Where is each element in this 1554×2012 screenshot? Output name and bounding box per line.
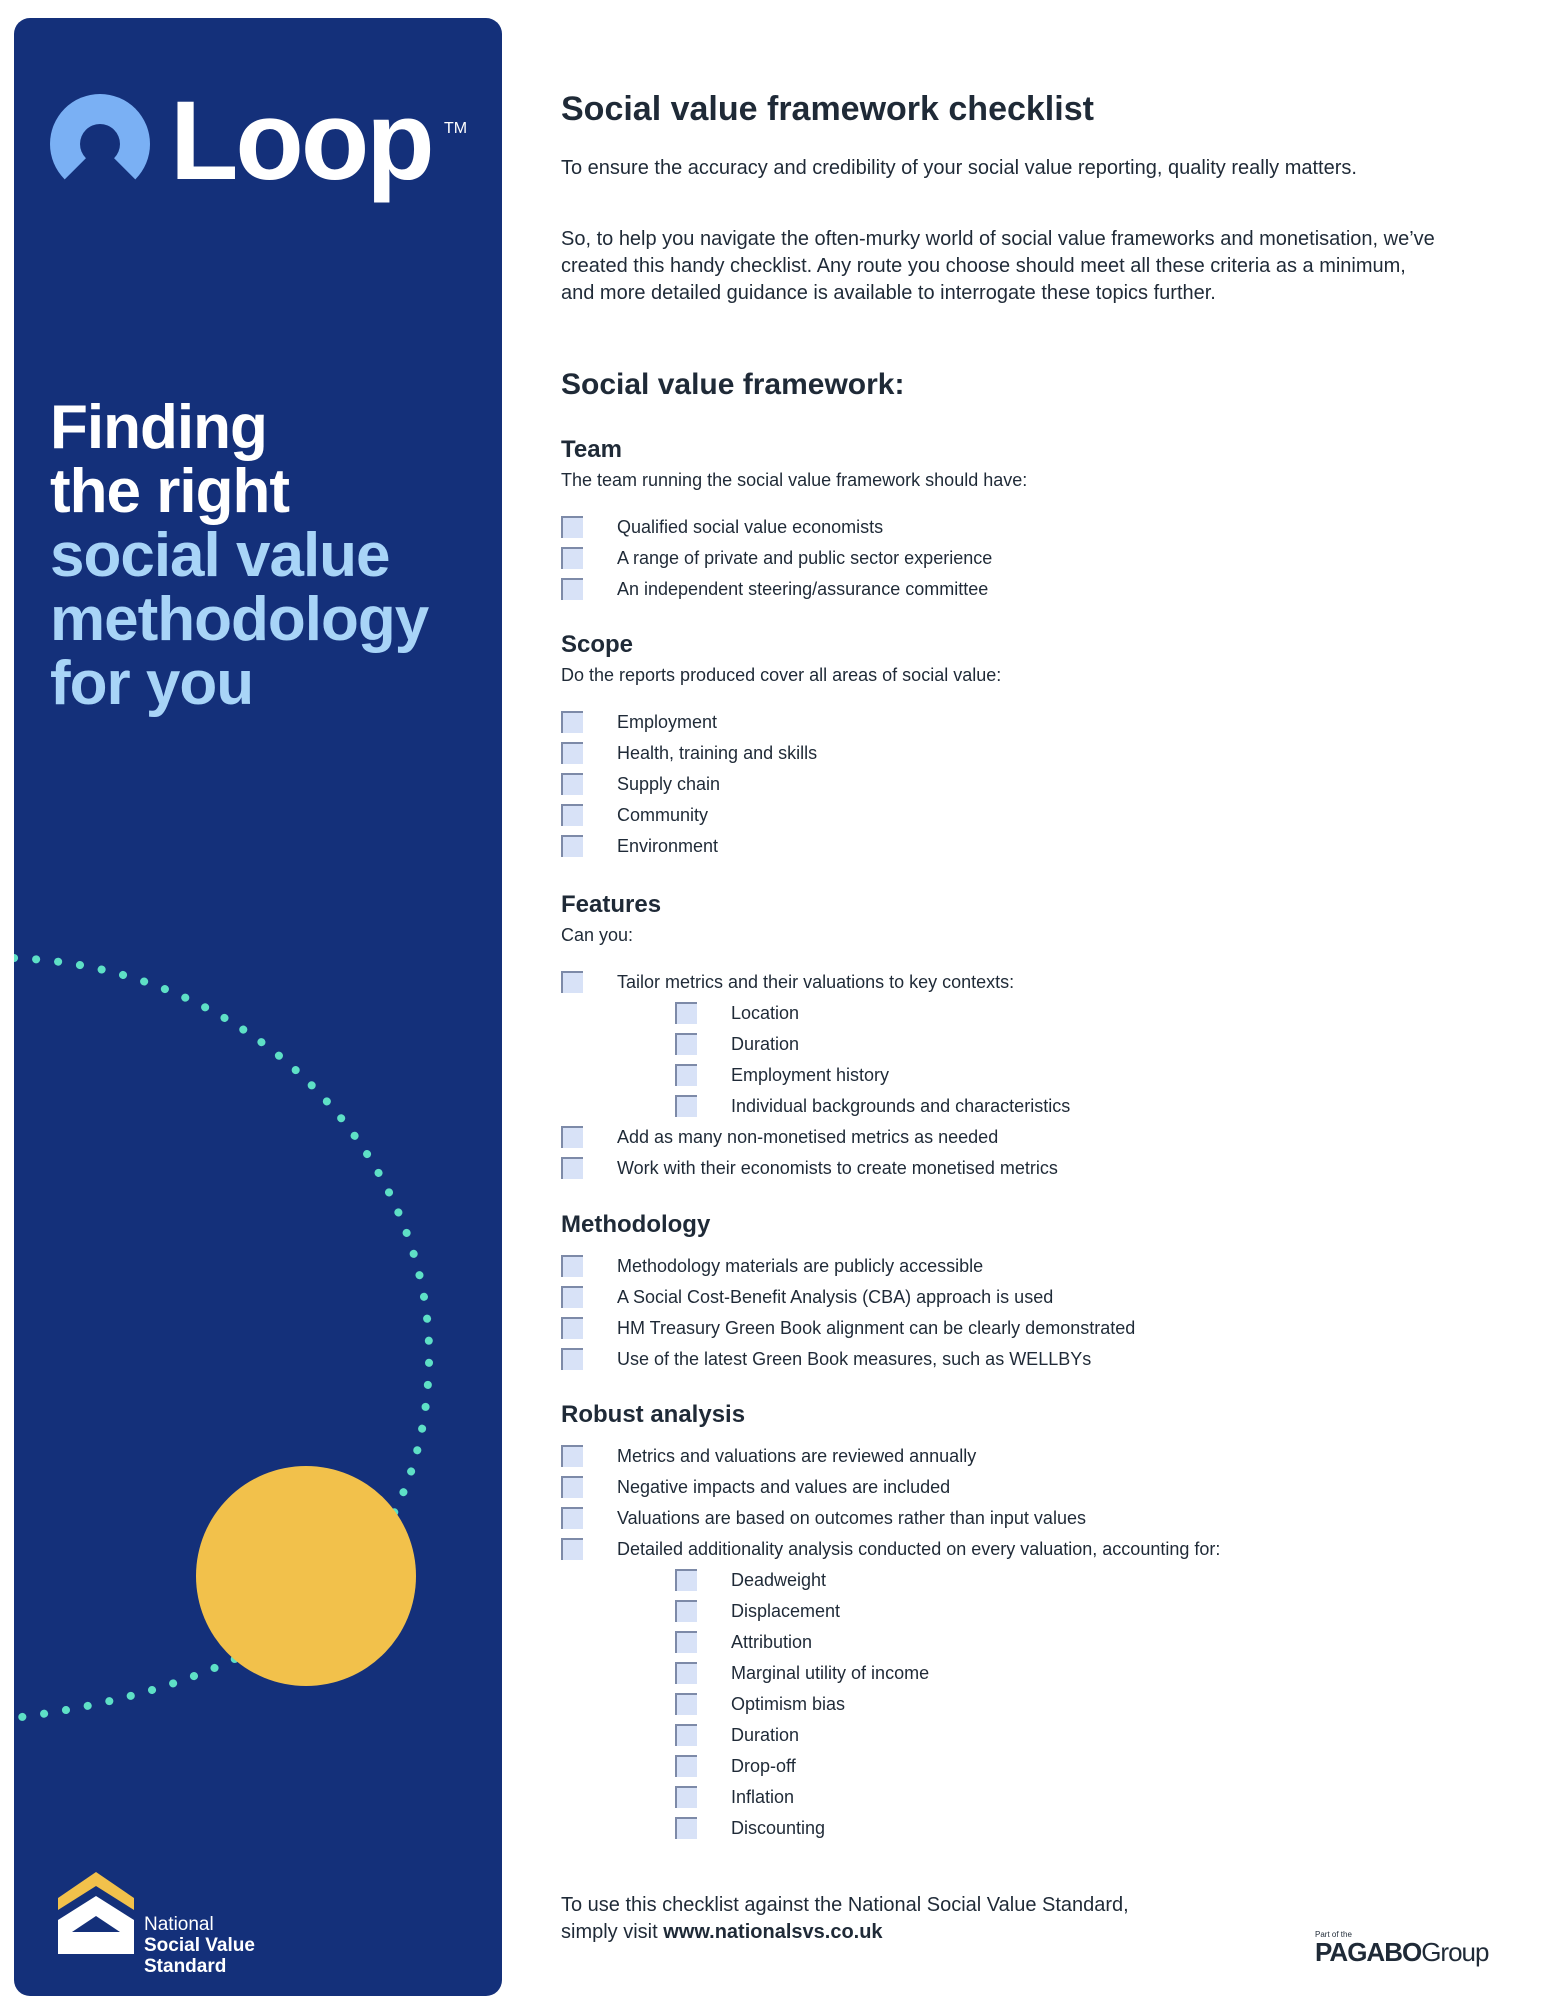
checklist-item[interactable]: Qualified social value economists — [561, 515, 883, 539]
checkbox[interactable] — [561, 711, 583, 733]
checklist-item[interactable]: Metrics and valuations are reviewed annually — [561, 1444, 976, 1468]
checklist-item[interactable]: Work with their economists to create monetised metrics — [561, 1156, 1058, 1180]
checklist-subitem[interactable]: Marginal utility of income — [675, 1661, 929, 1685]
checkbox[interactable] — [561, 1286, 583, 1308]
intro-paragraph: To ensure the accuracy and credibility of your social value reporting, quality really matters. — [561, 157, 1357, 179]
checklist-subitem[interactable]: Discounting — [675, 1816, 825, 1840]
team-subtext: The team running the social value framework should have: — [561, 470, 1028, 490]
checklist-subitem[interactable]: Displacement — [675, 1599, 840, 1623]
headline-line: social value — [50, 521, 390, 590]
checkbox[interactable] — [675, 1095, 697, 1117]
checkbox[interactable] — [561, 547, 583, 569]
loop-logo-text: Loop — [170, 78, 432, 203]
checkbox[interactable] — [561, 1255, 583, 1277]
checklist-item[interactable]: A Social Cost-Benefit Analysis (CBA) approach is used — [561, 1285, 1053, 1309]
pagabo-group-logo — [1315, 1930, 1525, 1976]
checkbox[interactable] — [561, 835, 583, 857]
checklist-item[interactable]: Employment — [561, 710, 717, 734]
team-heading: Team — [561, 436, 622, 463]
checklist-item[interactable]: Negative impacts and values are included — [561, 1475, 950, 1499]
sun-circle-decoration — [196, 1466, 416, 1686]
checkbox[interactable] — [675, 1786, 697, 1808]
pagabo-brand: PAGABO — [1315, 1937, 1422, 1967]
trademark-mark: TM — [444, 120, 468, 137]
checkbox[interactable] — [675, 1002, 697, 1024]
checkbox[interactable] — [675, 1033, 697, 1055]
headline-line: the right — [50, 457, 289, 526]
checklist-item[interactable]: An independent steering/assurance committee — [561, 577, 988, 601]
nsvs-website-link[interactable]: www.nationalsvs.co.uk — [663, 1921, 883, 1943]
checklist-subitem[interactable]: Duration — [675, 1723, 799, 1747]
checklist-item[interactable]: Detailed additionality analysis conducted on every valuation, accounting for: — [561, 1537, 1220, 1561]
checkbox[interactable] — [675, 1662, 697, 1684]
checkbox[interactable] — [561, 1317, 583, 1339]
checkbox[interactable] — [561, 773, 583, 795]
pagabo-small-text: Part of the — [1315, 1930, 1352, 1939]
checklist-subitem[interactable]: Drop-off — [675, 1754, 796, 1778]
robust-analysis-heading: Robust analysis — [561, 1401, 746, 1428]
checklist-subitem[interactable]: Duration — [675, 1032, 799, 1056]
checklist-subitem[interactable]: Individual backgrounds and characteristics — [675, 1094, 1070, 1118]
checklist-subitem[interactable]: Deadweight — [675, 1568, 826, 1592]
footer-line: To use this checklist against the National Social Value Standard, — [561, 1894, 1129, 1916]
sidebar-headline — [50, 393, 490, 718]
intro-paragraph: So, to help you navigate the often-murky world of social value frameworks and monetisation, we’ve created this handy checklist. Any route you choose should meet all these criteria as a minimum, and more detailed guidance is available to interrogate these topics further. — [561, 228, 1435, 304]
checkbox[interactable] — [561, 1476, 583, 1498]
sidebar-panel — [14, 18, 502, 1996]
checklist-item[interactable]: Community — [561, 803, 708, 827]
checkbox[interactable] — [561, 1538, 583, 1560]
page-title: Social value framework checklist — [561, 90, 1094, 128]
headline-line: Finding — [50, 393, 267, 462]
checkbox[interactable] — [561, 971, 583, 993]
checkbox[interactable] — [561, 742, 583, 764]
footer-note — [561, 1892, 1129, 1946]
section-title: Social value framework: — [561, 368, 905, 401]
methodology-heading: Methodology — [561, 1211, 711, 1238]
checklist-item[interactable]: Health, training and skills — [561, 741, 817, 765]
checklist-item[interactable]: HM Treasury Green Book alignment can be clearly demonstrated — [561, 1316, 1135, 1340]
dotted-arc-decoration — [14, 18, 502, 1996]
checklist-item[interactable]: Add as many non-monetised metrics as needed — [561, 1125, 998, 1149]
checkbox[interactable] — [675, 1064, 697, 1086]
features-subtext: Can you: — [561, 925, 634, 945]
nsvs-text-line: National — [144, 1914, 214, 1935]
checkbox[interactable] — [561, 804, 583, 826]
scope-heading: Scope — [561, 631, 634, 658]
pagabo-group-text: Group — [1421, 1937, 1489, 1967]
loop-logo — [50, 76, 470, 216]
headline-line: methodology — [50, 585, 429, 654]
checkbox[interactable] — [561, 1348, 583, 1370]
checkbox[interactable] — [561, 1507, 583, 1529]
checkbox[interactable] — [675, 1724, 697, 1746]
checkbox[interactable] — [561, 1126, 583, 1148]
checkbox[interactable] — [561, 516, 583, 538]
checkbox[interactable] — [675, 1755, 697, 1777]
checklist-item[interactable]: Valuations are based on outcomes rather than input values — [561, 1506, 1086, 1530]
checkbox[interactable] — [675, 1600, 697, 1622]
checklist-item[interactable]: Tailor metrics and their valuations to key contexts: — [561, 970, 1014, 994]
nsvs-text-line: Social Value — [144, 1935, 255, 1956]
checklist-item[interactable]: A range of private and public sector experience — [561, 546, 992, 570]
loop-ring-icon — [50, 94, 150, 194]
features-heading: Features — [561, 891, 662, 918]
checklist-subitem[interactable]: Employment history — [675, 1063, 889, 1087]
checkbox[interactable] — [675, 1631, 697, 1653]
nsvs-house-icon — [54, 1868, 138, 1958]
checkbox[interactable] — [675, 1817, 697, 1839]
checkbox[interactable] — [675, 1569, 697, 1591]
checklist-subitem[interactable]: Optimism bias — [675, 1692, 845, 1716]
checkbox[interactable] — [675, 1693, 697, 1715]
headline-line: for you — [50, 649, 254, 718]
checklist-item[interactable]: Use of the latest Green Book measures, such as WELLBYs — [561, 1347, 1091, 1371]
checklist-subitem[interactable]: Location — [675, 1001, 799, 1025]
checklist-item[interactable]: Methodology materials are publicly accessible — [561, 1254, 983, 1278]
checkbox[interactable] — [561, 578, 583, 600]
scope-subtext: Do the reports produced cover all areas of social value: — [561, 665, 1002, 685]
checkbox[interactable] — [561, 1445, 583, 1467]
checklist-subitem[interactable]: Attribution — [675, 1630, 812, 1654]
checklist-item[interactable]: Environment — [561, 834, 718, 858]
footer-prefix: simply visit — [561, 1921, 664, 1943]
nsvs-logo — [54, 1868, 314, 1977]
checklist-subitem[interactable]: Inflation — [675, 1785, 794, 1809]
nsvs-text-line: Standard — [144, 1956, 227, 1977]
checklist-item[interactable]: Supply chain — [561, 772, 720, 796]
checkbox[interactable] — [561, 1157, 583, 1179]
